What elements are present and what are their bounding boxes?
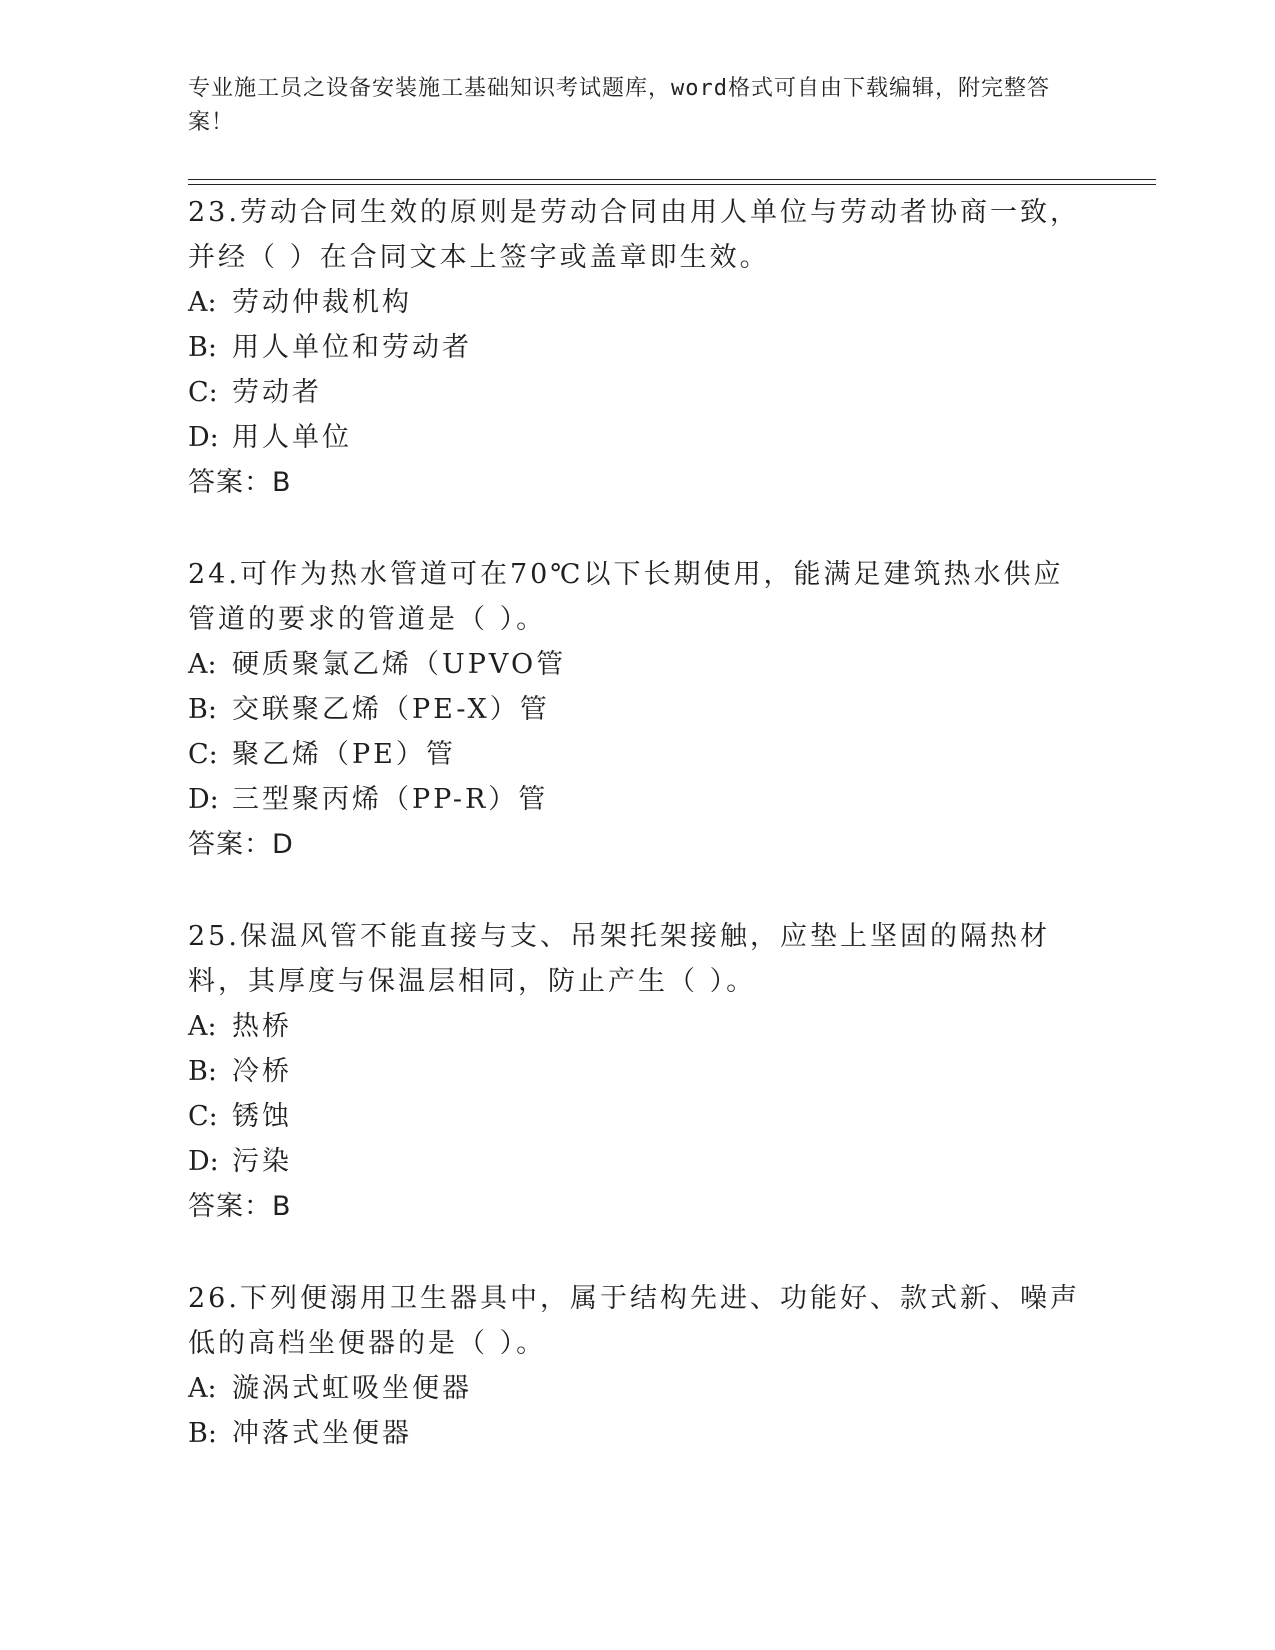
question-23 <box>188 190 1088 505</box>
option-key: A: <box>188 287 217 318</box>
option-d <box>188 1139 1088 1184</box>
option-text: 硬质聚氯乙烯（UPVO管 <box>232 649 567 680</box>
answer-label: 答案：B <box>188 467 292 498</box>
question-stem: 26.下列便溺用卫生器具中，属于结构先进、功能好、款式新、噪声低的高档坐便器的是（ ）。 <box>188 1283 1080 1359</box>
document-header: 专业施工员之设备安装施工基础知识考试题库，word格式可自由下载编辑，附完整答案！ <box>188 76 1050 135</box>
option-text: 用人单位 <box>232 422 352 453</box>
option-key: B: <box>188 1056 217 1087</box>
option-text: 劳动仲裁机构 <box>232 287 412 318</box>
option-b <box>188 687 1088 732</box>
option-text: 冷桥 <box>232 1056 292 1087</box>
question-stem: 24.可作为热水管道可在70℃以下长期使用，能满足建筑热水供应管道的要求的管道是（ ）。 <box>188 559 1064 635</box>
option-b <box>188 1049 1088 1094</box>
header-divider-top <box>188 179 1156 180</box>
option-c <box>188 1094 1088 1139</box>
option-key: D: <box>188 1146 219 1177</box>
answer-label: 答案：D <box>188 829 294 860</box>
option-a <box>188 1366 1088 1411</box>
question-26 <box>188 1276 1088 1456</box>
option-text: 热桥 <box>232 1011 292 1042</box>
option-key: B: <box>188 332 217 363</box>
option-a <box>188 1004 1088 1049</box>
question-24 <box>188 552 1088 867</box>
option-key: D: <box>188 422 219 453</box>
option-text: 污染 <box>232 1146 292 1177</box>
option-a <box>188 280 1088 325</box>
option-text: 聚乙烯（PE）管 <box>232 739 456 770</box>
option-a <box>188 642 1088 687</box>
option-c <box>188 370 1088 415</box>
option-key: D: <box>188 784 219 815</box>
header-divider-bottom <box>188 184 1156 185</box>
option-key: C: <box>188 377 218 408</box>
option-key: B: <box>188 694 217 725</box>
option-text: 锈蚀 <box>232 1101 292 1132</box>
answer-label: 答案：B <box>188 1191 292 1222</box>
option-key: C: <box>188 1101 218 1132</box>
question-stem: 25.保温风管不能直接与支、吊架托架接触，应垫上坚固的隔热材料，其厚度与保温层相同，防止产生（ ）。 <box>188 921 1050 997</box>
option-d <box>188 415 1088 460</box>
option-key: A: <box>188 649 217 680</box>
option-text: 劳动者 <box>232 377 322 408</box>
question-stem: 23.劳动合同生效的原则是劳动合同由用人单位与劳动者协商一致，并经（ ）在合同文本上签字或盖章即生效。 <box>188 197 1080 273</box>
option-c <box>188 732 1088 777</box>
option-b <box>188 325 1088 370</box>
option-text: 冲落式坐便器 <box>232 1418 412 1449</box>
option-key: A: <box>188 1373 217 1404</box>
option-text: 交联聚乙烯（PE-X）管 <box>232 694 550 725</box>
option-key: B: <box>188 1418 217 1449</box>
option-text: 漩涡式虹吸坐便器 <box>232 1373 472 1404</box>
question-list <box>188 188 1088 1456</box>
option-key: A: <box>188 1011 217 1042</box>
option-key: C: <box>188 739 218 770</box>
question-25 <box>188 914 1088 1229</box>
option-b <box>188 1411 1088 1456</box>
option-text: 三型聚丙烯（PP-R）管 <box>232 784 549 815</box>
option-d <box>188 777 1088 822</box>
option-text: 用人单位和劳动者 <box>232 332 472 363</box>
